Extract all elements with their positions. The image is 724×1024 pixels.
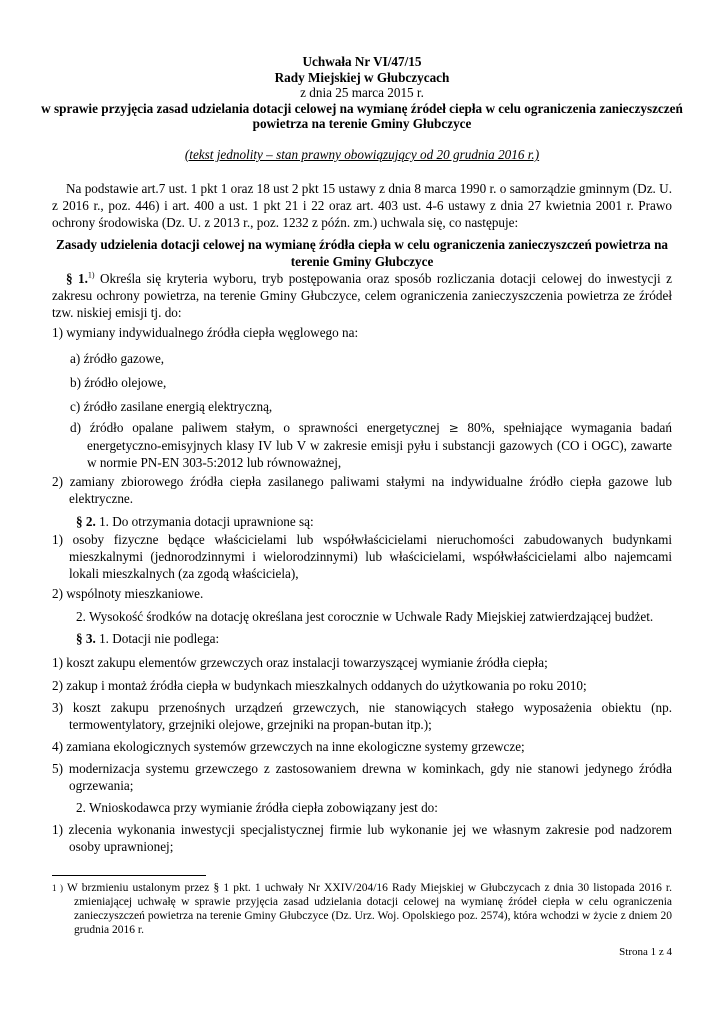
paragraph-point: 2. Wysokość środków na dotację określana jest corocznie w Uchwale Rady Miejskiej zatwierdzającej budżet. (76, 609, 654, 624)
resolution-number: Uchwała Nr VI/47/15 (302, 54, 422, 69)
page-number: Strona 1 z 4 (619, 946, 672, 958)
footnote-text: W brzmieniu ustalonym przez § 1 pkt. 1 uchwały Nr XXIV/204/16 Rady Miejskiej w Głubczycach z dnia 30 listopada 2016 r. zmieniającej uchwałę w sprawie przyjęcia zasad udzielania dotacji celowej na wymianę źródeł ciepła w celu ograniczenia zanieczyszczeń powietrza na terenie Gminy Głubczyce (Dz. Urz. Woj. Opolskiego poz. 2574), która wchodzi w życie z dniem 20 grudnia 2016 r. (66, 882, 672, 936)
legal-basis-paragraph: Na podstawie art.7 ust. 1 pkt 1 oraz 18 ust 2 pkt 15 ustawy z dnia 8 marca 1990 r. o samorządzie gminnym (Dz. U. z 2016 r., poz. 446) i art. 400 a ust. 1 pkt 21 i 22 oraz art. 403 ust. 4-6 ustawy z dnia 27 kwietnia 2001 r. Prawo ochrony środowiska (Dz. U. z 2013 r., poz. 1232 z późn. zm.) uchwala się, co następuje: (52, 181, 672, 230)
list-item-text: d) źródło opalane paliwem stałym, o sprawności energetycznej (70, 420, 449, 435)
list-item: c) źródło zasilane energią elektryczną, (70, 399, 273, 414)
list-item: a) źródło gazowe, (70, 351, 165, 366)
list-item: 4) zamiana ekologicznych systemów grzewczych na inne ekologiczne systemy grzewcze; (52, 739, 525, 754)
list-item: 5) modernizacja systemu grzewczego z zastosowaniem drewna w kominkach, gdy nie stanowi jedynego źródła ogrzewania; (52, 761, 672, 793)
footnote-separator (52, 875, 206, 876)
resolution-header (40, 54, 684, 132)
footnote (52, 881, 672, 937)
list-item-text: 80%, spełniające wymagania badań energetyczno-emisyjnych klasy IV lub V w zakresie emisji pyłu i substancji gazowych (CO i OGC), zawarte w normie PN-EN 303-5:2012 lub równoważnej, (87, 420, 672, 470)
paragraph-point: 2. Wnioskodawca przy wymianie źródła ciepła zobowiązany jest do: (76, 800, 438, 815)
list-item: 1) wymiany indywidualnego źródła ciepła węglowego na: (52, 325, 359, 340)
footnote-marker: 1 ) (52, 883, 63, 893)
resolution-date: z dnia 25 marca 2015 r. (300, 85, 424, 100)
list-item: 1) osoby fizyczne będące właścicielami lub współwłaścicielami nieruchomości zabudowanych budynkami mieszkalnymi (jednorodzinnymi i wielorodzinnymi) lub właścicielami, współwłaścicielami albo najemcami lokali mieszkalnych (za zgodą właściciela), (52, 532, 672, 581)
list-item: 2) zakup i montaż źródła ciepła w budynkach mieszkalnych oddanych do użytkowania po roku 2010; (52, 678, 587, 693)
paragraph-1-text: Określa się kryteria wyboru, tryb postępowania oraz sposób rozliczania dotacji celowej do inwestycji z zakresu ochrony powietrza, na terenie Gminy Głubczyce, celem ograniczenia zanieczyszczenia powietrza ze źródeł tzw. niskiej emisji tj. do: (52, 271, 673, 320)
list-item: 3) koszt zakupu przenośnych urządzeń grzewczych, nie stanowiących stałego wyposażenia obiektu (np. termowentylatory, grzejniki olejowe, grzejniki na propan-butan itp.); (52, 700, 672, 732)
paragraph-2-label: § 2. (76, 514, 96, 529)
paragraph-2-text: 1. Do otrzymania dotacji uprawnione są: (95, 514, 314, 529)
paragraph-3-label: § 3. (76, 631, 96, 646)
paragraph-2 (52, 513, 672, 530)
list-item (70, 419, 672, 471)
list-item: 2) wspólnoty mieszkaniowe. (52, 586, 204, 601)
list-item: b) źródło olejowe, (70, 375, 167, 390)
list-item: 1) zlecenia wykonania inwestycji specjalistycznej firmie lub wykonanie jej we własnym zakresie pod nadzorem osoby uprawnionej; (52, 822, 672, 854)
list-item: 2) zamiany zbiorowego źródła ciepła zasilanego paliwami stałymi na indywidualne źródło ciepła gazowe lub elektryczne. (52, 474, 672, 506)
council-name: Rady Miejskiej w Głubczycach (274, 69, 450, 85)
section-title: Zasady udzielenia dotacji celowej na wymianę źródła ciepła w celu ograniczenia zanieczyszczeń powietrza na terenie Gminy Głubczyce (55, 237, 668, 269)
greater-equal-symbol: ≥ (448, 421, 459, 435)
paragraph-1 (52, 270, 672, 321)
consolidated-text-note: (tekst jednolity – stan prawny obowiązujący od 20 grudnia 2016 r.) (184, 147, 540, 162)
footnote-reference[interactable]: 1) (87, 270, 95, 280)
paragraph-1-label: § 1. (66, 271, 88, 286)
paragraph-3 (52, 630, 672, 647)
paragraph-3-text: 1. Dotacji nie podlega: (95, 631, 220, 646)
resolution-subject: w sprawie przyjęcia zasad udzielania dotacji celowej na wymianę źródeł ciepła w celu ograniczenia zanieczyszczeń powietrza na terenie Gminy Głubczyce (41, 100, 683, 131)
list-item: 1) koszt zakupu elementów grzewczych oraz instalacji towarzyszącej wymianie źródła ciepła; (52, 655, 548, 670)
